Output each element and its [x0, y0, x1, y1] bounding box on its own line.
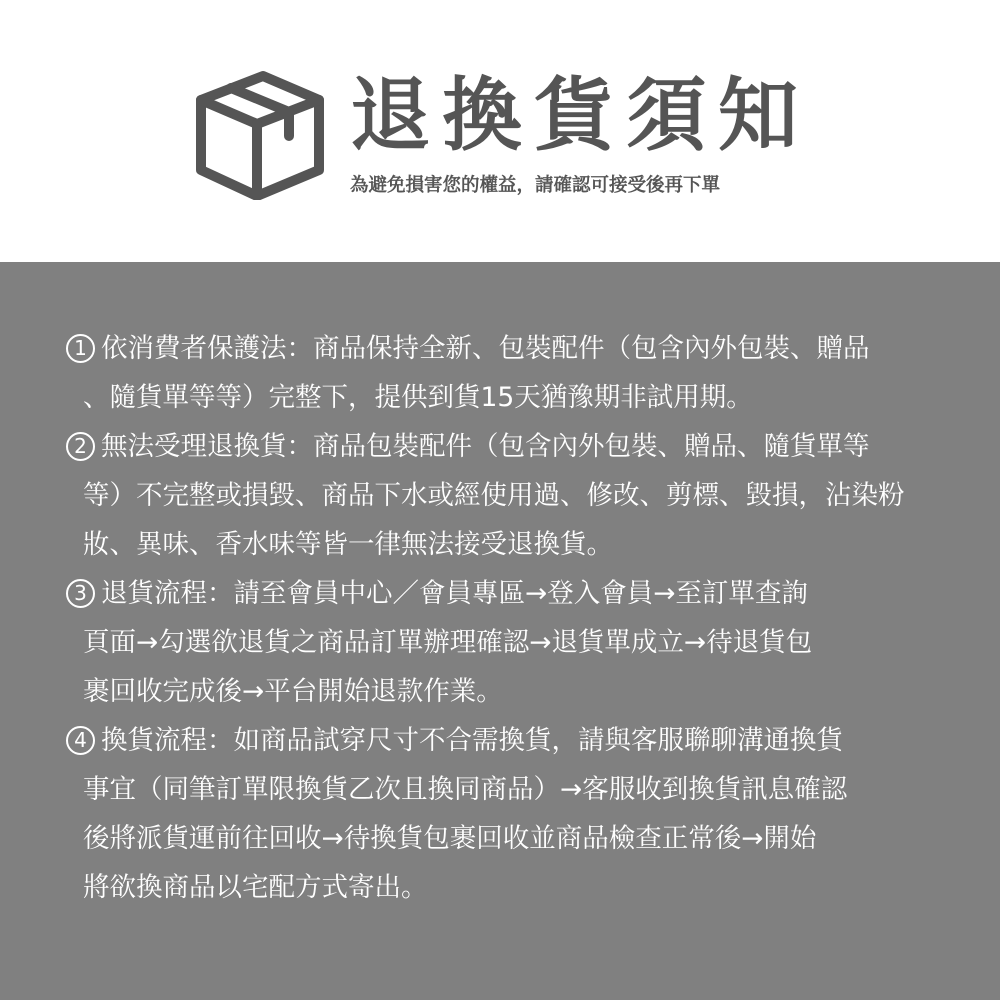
notice-line: 頁面→勾選欲退貨之商品訂單辦理確認→退貨單成立→待退貨包	[83, 627, 813, 658]
notice-text: 換貨流程：如商品試穿尺寸不合需換貨，請與客服聯聊溝通換貨	[101, 725, 843, 756]
item-number-badge: 3	[66, 579, 95, 608]
notice-line: 、隨貨單等等）完整下，提供到貨15天猶豫期非試用期。	[83, 382, 753, 413]
notice-item	[66, 569, 922, 716]
notice-line	[66, 422, 922, 471]
notice-line: 等）不完整或損毀、商品下水或經使用過、修改、剪標、毀損，沾染粉	[83, 480, 905, 511]
item-number-badge: 4	[66, 726, 95, 755]
notice-item	[66, 324, 922, 422]
notice-line: 裹回收完成後→平台開始退款作業。	[83, 676, 503, 707]
page-title: 退換貨須知	[350, 69, 810, 162]
notice-text: 無法受理退換貨：商品包裝配件（包含內外包裝、贈品、隨貨單等	[101, 431, 870, 462]
notice-line: 事宜（同筆訂單限換貨乙次且換同商品）→客服收到換貨訊息確認	[83, 774, 848, 805]
notice-line	[66, 716, 922, 765]
notice-item	[66, 422, 922, 569]
item-number-badge: 2	[66, 432, 95, 461]
notice-line	[66, 324, 922, 373]
page-subtitle: 為避免損害您的權益，請確認可接受後再下單	[350, 175, 721, 196]
notice-line: 妝、異味、香水味等皆一律無法接受退換貨。	[83, 529, 613, 560]
item-number-badge: 1	[66, 334, 95, 363]
notice-item	[66, 716, 922, 912]
header	[0, 0, 1000, 262]
notice-line: 後將派貨運前往回收→待換貨包裹回收並商品檢查正常後→開始	[83, 823, 817, 854]
notice-line: 將欲換商品以宅配方式寄出。	[83, 872, 428, 903]
box-icon	[195, 70, 325, 200]
notice-text: 依消費者保護法：商品保持全新、包裝配件（包含內外包裝、贈品	[101, 333, 870, 364]
notice-text: 退貨流程：請至會員中心／會員專區→登入會員→至訂單查詢	[101, 578, 808, 609]
notice-line	[66, 569, 922, 618]
